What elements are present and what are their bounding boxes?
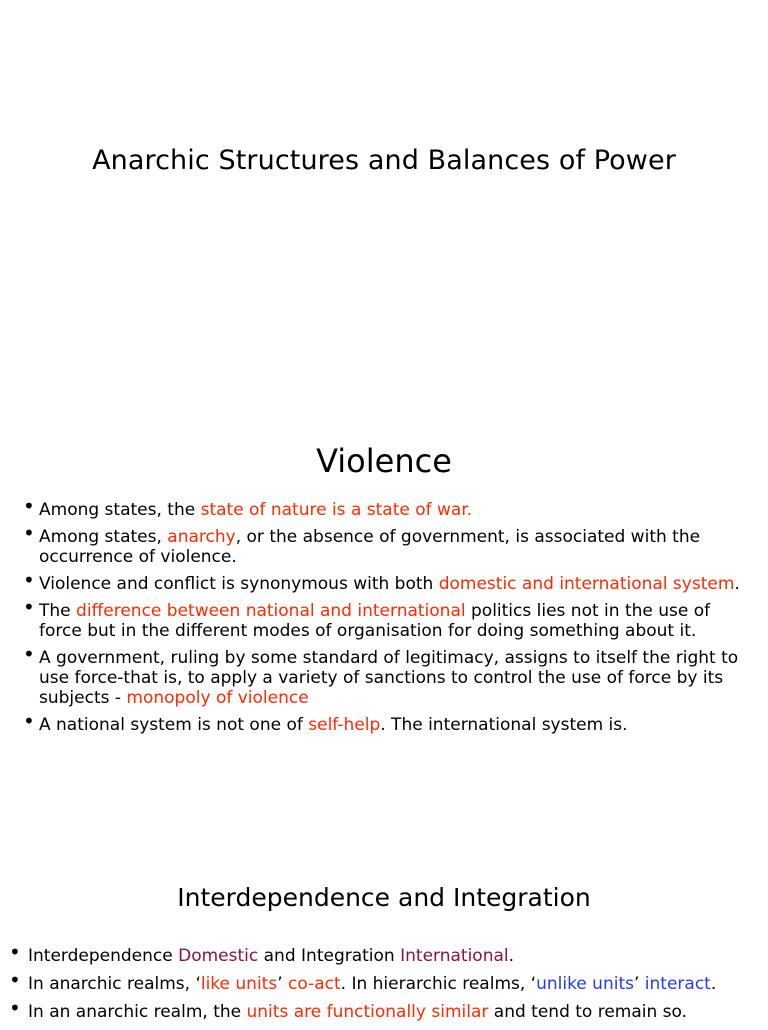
slide-title-interdependence: Interdependence and Integration xyxy=(177,883,591,912)
bullet-text: and Integration xyxy=(258,946,401,966)
highlighted-text: units are functionally similar xyxy=(246,1002,489,1022)
highlighted-text: monopoly of violence xyxy=(126,688,309,708)
interdependence-bullet-list xyxy=(28,946,763,1030)
bullet-text: , or the absence of government, is associated with the occurrence of violence. xyxy=(39,527,701,567)
highlighted-text: co-act xyxy=(288,974,341,994)
bullet-text: Among states, xyxy=(39,527,168,547)
bullet-text: . xyxy=(508,946,515,966)
bullet-item xyxy=(28,974,763,994)
highlighted-text: state of nature is a state of war. xyxy=(200,500,473,520)
highlighted-text: difference between national and international xyxy=(76,601,466,621)
highlighted-text: self-help xyxy=(308,715,381,735)
bullet-text: ’ xyxy=(633,974,645,994)
bullet-text: . The international system is. xyxy=(380,715,628,735)
bullet-text: In an anarchic realm, the xyxy=(28,1002,247,1022)
highlighted-text: Domestic xyxy=(178,946,259,966)
bullet-item xyxy=(39,500,757,520)
bullet-item xyxy=(39,601,757,641)
highlighted-text: anarchy xyxy=(167,527,236,547)
slide-title-violence: Violence xyxy=(316,442,452,480)
bullet-item xyxy=(28,946,763,966)
bullet-text: . xyxy=(734,574,740,594)
bullet-text: Among states, the xyxy=(39,500,201,520)
highlighted-text: International xyxy=(400,946,509,966)
bullet-text: A government, ruling by some standard of legitimacy, assigns to itself the right to use force-that is, to apply a variety of sanctions to control the use of force by its subjects - xyxy=(39,648,739,708)
bullet-text: and tend to remain so. xyxy=(488,1002,688,1022)
highlighted-text: unlike units xyxy=(536,974,634,994)
bullet-text: . In hierarchic realms, ‘ xyxy=(340,974,537,994)
bullet-text: ’ xyxy=(277,974,289,994)
bullet-text: Violence and conflict is synonymous with both xyxy=(39,574,439,594)
bullet-text: In anarchic realms, ‘ xyxy=(28,974,201,994)
bullet-text: A national system is not one of xyxy=(39,715,309,735)
bullet-text: Interdependence xyxy=(28,946,179,966)
bullet-item xyxy=(39,574,757,594)
highlighted-text: domestic and international system xyxy=(438,574,735,594)
slide-title-anarchic-structures: Anarchic Structures and Balances of Power xyxy=(92,145,676,176)
highlighted-text: like units xyxy=(200,974,278,994)
highlighted-text: interact xyxy=(644,974,711,994)
bullet-text: The xyxy=(39,601,77,621)
bullet-item xyxy=(39,648,757,708)
violence-bullet-list xyxy=(39,500,757,742)
bullet-item xyxy=(28,1002,763,1022)
bullet-item xyxy=(39,527,757,567)
bullet-text: . xyxy=(710,974,717,994)
bullet-text: politics lies not in the use of force but in the different modes of organisation for doing something about it. xyxy=(39,601,711,641)
bullet-item xyxy=(39,715,757,735)
